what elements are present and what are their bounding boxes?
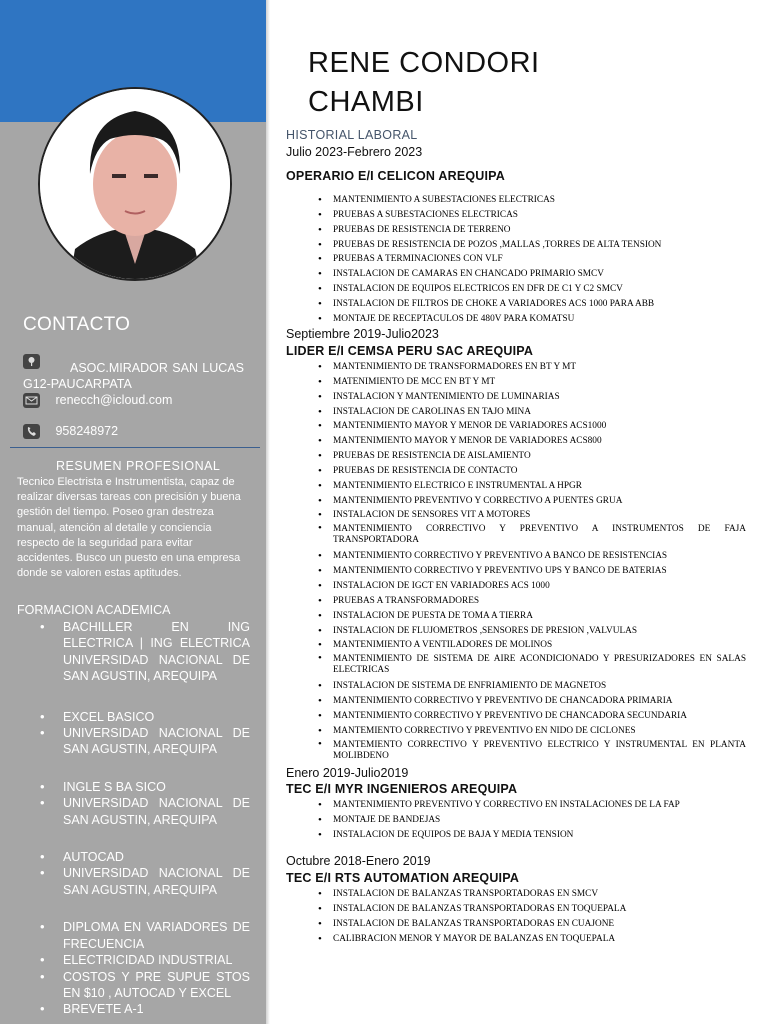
work-history-heading: HISTORIAL LABORAL	[286, 128, 418, 142]
job-company: LIDER E/I CEMSA PERU SAC AREQUIPA	[286, 344, 534, 358]
job-company: OPERARIO E/I CELICON AREQUIPA	[286, 169, 506, 183]
task-item: • INSTALACION DE BALANZAS TRANSPORTADORAS EN SMCV	[318, 887, 746, 902]
email-row	[23, 393, 172, 408]
task-item: • MANTENIMIENTO DE TRANSFORMADORES EN BT Y MT	[318, 360, 746, 375]
education-item: • UNIVERSIDAD NACIONAL DE SAN AGUSTIN, AREQUIPA	[40, 865, 250, 898]
task-item: • MANTENIMIENTO A VENTILADORES DE MOLINOS	[318, 638, 746, 653]
education-item: • EXCEL BASICO	[40, 709, 250, 725]
task-item: • MANTENIMIENTO CORRECTIVO Y PREVENTIVO DE CHANCADORA SECUNDARIA	[318, 709, 746, 724]
name-line-1: RENE CONDORI	[308, 47, 540, 79]
task-item: • INSTALACION DE SENSORES VIT A MOTORES	[318, 508, 746, 523]
education-heading: FORMACION ACADEMICA	[17, 603, 171, 617]
task-item: • PRUEBAS DE RESISTENCIA DE TERRENO	[318, 223, 746, 238]
task-item: • INSTALACION DE BALANZAS TRANSPORTADORAS EN TOQUEPALA	[318, 902, 746, 917]
task-item: • MANTENIMIENTO DE SISTEMA DE AIRE ACONDICIONADO Y PRESURIZADORES EN SALAS ELECTRICAS	[318, 653, 746, 679]
task-item: • MONTAJE DE RECEPTACULOS DE 480V PARA KOMATSU	[318, 312, 746, 327]
task-item: • INSTALACION DE FLUJOMETROS ,SENSORES DE PRESION ,VALVULAS	[318, 624, 746, 639]
task-item: • MANTEMIENTO CORRECTIVO Y PREVENTIVO EN NIDO DE CICLONES	[318, 724, 746, 739]
task-item: • MANTENIMIENTO PREVENTIVO Y CORRECTIVO EN INSTALACIONES DE LA FAP	[318, 798, 746, 813]
education-item: • AUTOCAD	[40, 849, 250, 865]
task-item: • MANTENIMIENTO ELECTRICO E INSTRUMENTAL A HPGR	[318, 479, 746, 494]
job-task-list	[318, 887, 746, 946]
task-item: • MANTENIMIENTO CORRECTIVO Y PREVENTIVO UPS Y BANCO DE BATERIAS	[318, 564, 746, 579]
location-icon	[23, 354, 40, 369]
task-item: • INSTALACION DE EQUIPOS DE BAJA Y MEDIA TENSION	[318, 828, 746, 843]
task-item: • CALIBRACION MENOR Y MAYOR DE BALANZAS EN TOQUEPALA	[318, 932, 746, 947]
phone-row	[23, 424, 118, 439]
task-item: • PRUEBAS A TRANSFORMADORES	[318, 594, 746, 609]
task-item: • MANTENIMIENTO A SUBESTACIONES ELECTRICAS	[318, 193, 746, 208]
task-item: • INSTALACION DE CAMARAS EN CHANCADO PRIMARIO SMCV	[318, 267, 746, 282]
task-item: • INSTALACION DE EQUIPOS ELECTRICOS EN DFR DE C1 Y C2 SMCV	[318, 282, 746, 297]
task-item: • MANTENIMIENTO CORRECTIVO Y PREVENTIVO A INSTRUMENTOS DE FAJA TRANSPORTADORA	[318, 523, 746, 549]
education-item: • INGLE S BA SICO	[40, 779, 250, 795]
task-item: • PRUEBAS A SUBESTACIONES ELECTRICAS	[318, 208, 746, 223]
education-list	[40, 619, 250, 1018]
task-item: • MANTENIMIENTO MAYOR Y MENOR DE VARIADORES ACS1000	[318, 419, 746, 434]
phone-icon	[23, 424, 40, 439]
job-period: Julio 2023-Febrero 2023	[286, 145, 423, 159]
address-line-1: ASOC.MIRADOR SAN LUCAS	[70, 361, 244, 375]
email-link[interactable]: renecch@icloud.com	[55, 393, 173, 407]
education-item: • BREVETE A-1	[40, 1001, 250, 1017]
job-company: TEC E/I RTS AUTOMATION AREQUIPA	[286, 871, 520, 885]
job-period: Septiembre 2019-Julio2023	[286, 327, 439, 341]
education-item: • BACHILLER EN ING ELECTRICA | ING ELECTRICA UNIVERSIDAD NACIONAL DE SAN AGUSTIN, AREQUIPA	[40, 619, 250, 685]
task-item: • INSTALACION DE BALANZAS TRANSPORTADORAS EN CUAJONE	[318, 917, 746, 932]
task-item: • INSTALACION DE CAROLINAS EN TAJO MINA	[318, 405, 746, 420]
task-item: • MONTAJE DE BANDEJAS	[318, 813, 746, 828]
profile-photo	[38, 87, 232, 281]
task-item: • MATENIMIENTO DE MCC EN BT Y MT	[318, 375, 746, 390]
sidebar-shadow	[266, 0, 270, 1024]
task-item: • PRUEBAS DE RESISTENCIA DE AISLAMIENTO	[318, 449, 746, 464]
task-item: • MANTENIMIENTO PREVENTIVO Y CORRECTIVO A PUENTES GRUA	[318, 494, 746, 509]
mail-icon	[23, 393, 40, 408]
task-item: • PRUEBAS DE RESISTENCIA DE CONTACTO	[318, 464, 746, 479]
task-item: • INSTALACION Y MANTENIMIENTO DE LUMINARIAS	[318, 390, 746, 405]
sidebar-divider	[10, 447, 260, 448]
task-item: • INSTALACION DE FILTROS DE CHOKE A VARIADORES ACS 1000 PARA ABB	[318, 297, 746, 312]
task-item: • MANTEMIENTO CORRECTIVO Y PREVENTIVO ELECTRICO Y INSTRUMENTAL EN PLANTA MOLIBDENO	[318, 739, 746, 765]
location-row	[23, 354, 40, 369]
job-task-list	[318, 360, 746, 765]
education-item: • ELECTRICIDAD INDUSTRIAL	[40, 952, 250, 968]
job-task-list	[318, 193, 746, 327]
task-item: • MANTENIMIENTO CORRECTIVO Y PREVENTIVO A BANCO DE RESISTENCIAS	[318, 549, 746, 564]
education-item: • UNIVERSIDAD NACIONAL DE SAN AGUSTIN, AREQUIPA	[40, 795, 250, 828]
job-task-list	[318, 798, 746, 843]
task-item: • MANTENIMIENTO MAYOR Y MENOR DE VARIADORES ACS800	[318, 434, 746, 449]
job-period: Octubre 2018-Enero 2019	[286, 854, 431, 868]
contact-heading: CONTACTO	[23, 314, 131, 335]
task-item: • INSTALACION DE SISTEMA DE ENFRIAMIENTO DE MAGNETOS	[318, 679, 746, 694]
task-item: • PRUEBAS A TERMINACIONES CON VLF	[318, 252, 746, 267]
name-line-2: CHAMBI	[308, 86, 424, 118]
address-line-2: G12-PAUCARPATA	[23, 377, 132, 391]
task-item: • PRUEBAS DE RESISTENCIA DE POZOS ,MALLAS ,TORRES DE ALTA TENSION	[318, 238, 746, 253]
task-item: • INSTALACION DE IGCT EN VARIADORES ACS 1000	[318, 579, 746, 594]
summary-text: Tecnico Electrista e Instrumentista, capaz de realizar diversas tareas con precisión y buena gestión del tiempo. Poseo gran destreza manual, atención al detalle y conciencia respecto de la seguridad para evitar accidentes. Busco un puesto en una empresa donde se valoren estas aptitudes.	[17, 476, 241, 580]
candidate-name	[308, 44, 540, 122]
task-item: • MANTENIMIENTO CORRECTIVO Y PREVENTIVO DE CHANCADORA PRIMARIA	[318, 694, 746, 709]
task-item: • INSTALACION DE PUESTA DE TOMA A TIERRA	[318, 609, 746, 624]
education-item: • DIPLOMA EN VARIADORES DE FRECUENCIA	[40, 919, 250, 952]
phone-number[interactable]: 958248972	[55, 424, 119, 438]
education-item: • UNIVERSIDAD NACIONAL DE SAN AGUSTIN, AREQUIPA	[40, 725, 250, 758]
education-item: • COSTOS Y PRE SUPUE STOS EN $10 , AUTOCAD Y EXCEL	[40, 969, 250, 1002]
job-period: Enero 2019-Julio2019	[286, 766, 409, 780]
summary-heading: RESUMEN PROFESIONAL	[56, 459, 221, 473]
job-company: TEC E/I MYR INGENIEROS AREQUIPA	[286, 782, 518, 796]
